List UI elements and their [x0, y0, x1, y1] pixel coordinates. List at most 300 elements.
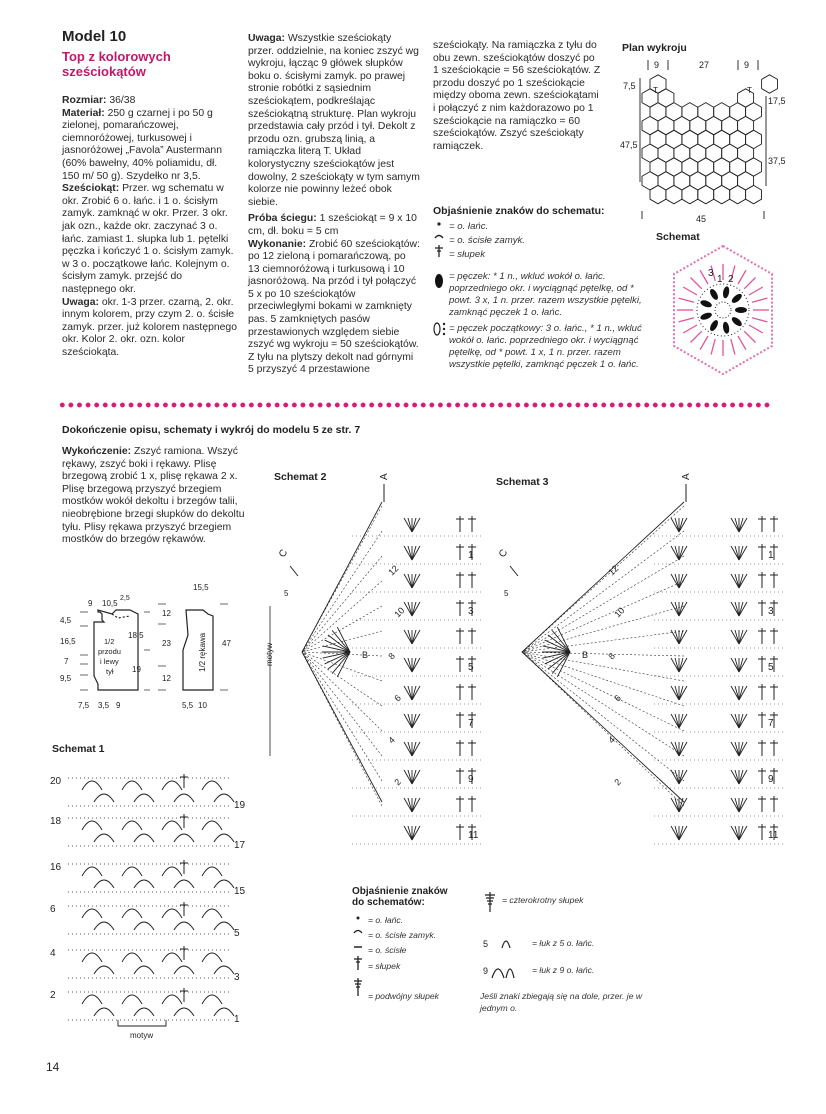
legend-bottom-item-3: = o. ścisłe	[368, 945, 407, 955]
sleeve-left-dim-1: 12	[162, 609, 171, 618]
schemat-row-number: 5	[468, 662, 474, 673]
fan-stitch	[404, 770, 412, 784]
fan-stitch	[412, 518, 416, 532]
legend-bottom-item-1: = o. łańc.	[368, 915, 404, 925]
fan-stitch	[412, 686, 420, 700]
double-crochet-icon	[354, 956, 362, 970]
cluster-mark	[722, 321, 730, 334]
fan-stitch	[731, 518, 739, 532]
legend-bottom	[352, 886, 492, 1001]
fan-stitch	[412, 798, 420, 812]
legend-top-item-5: = pęczek początkowy: 3 o. łańc., * 1 n., wkluć wokół o. łańc. poprzedniego okr. i wyciągnąć pętelkę, od * powt. 1 x, 1 n. przer. razem wszystkie pętelki, zamknąć pęczek 1 o. łańc.	[449, 323, 642, 370]
loop-label: 5	[504, 589, 509, 598]
schemat-row-number: 9	[468, 774, 474, 785]
schemat-1-motif-label: motyw	[130, 1031, 154, 1040]
cluster-mark	[730, 315, 743, 327]
fan-stitch	[675, 826, 679, 840]
fan-stitch	[735, 770, 739, 784]
pink-stitch	[691, 331, 702, 342]
fan-stitch	[735, 658, 739, 672]
hexagon-cell	[762, 75, 778, 93]
fan-stitch	[412, 630, 416, 644]
round-number-3: 3	[708, 268, 714, 279]
fan-stitch	[408, 574, 412, 588]
arc-stitch	[162, 953, 182, 962]
fan-stitch	[679, 826, 683, 840]
fan-stitch	[412, 714, 420, 728]
fan-stitch	[412, 770, 420, 784]
finishing-label: Wykończenie:	[62, 446, 132, 457]
fan-stitch	[731, 770, 739, 784]
schemat-1-row-left: 6	[50, 904, 56, 915]
round-number-1: 1	[717, 274, 723, 285]
column-1	[62, 95, 237, 359]
model-subtitle-1: Top z kolorowych	[62, 49, 171, 64]
finishing-block	[62, 446, 254, 547]
arc-stitch	[122, 781, 142, 790]
schemat-row-number: 11	[468, 830, 479, 841]
schemat-diag-number: 8	[606, 650, 617, 662]
treble-crochet-icon	[354, 978, 362, 996]
note-text: okr. 1-3 przer. czarną, 2. okr. innym kolorem, przy czym 2. o. ścisłe zamyk. przer. już kolorem następnego okr. Kolor 2. okr. ozn. kolor sześciokąta.	[62, 296, 237, 358]
fan-stitch	[408, 518, 412, 532]
fan-stitch	[679, 742, 683, 756]
cluster-mark	[708, 319, 719, 332]
fan-stitch	[412, 686, 416, 700]
schemat-row-number: 5	[768, 662, 774, 673]
hexagon-cell	[650, 185, 666, 203]
marker-a: A	[681, 473, 692, 480]
sewing-pattern	[58, 580, 248, 715]
fan-stitch	[739, 686, 747, 700]
schemat-diag-number: 10	[392, 605, 407, 620]
slip-stitch-icon	[354, 931, 362, 934]
hexagon-cell	[682, 185, 698, 203]
fan-stitch	[675, 658, 679, 672]
fan-stitch	[412, 826, 416, 840]
fan-stitch	[739, 686, 743, 700]
fan-stitch	[408, 826, 412, 840]
arc-stitch	[162, 909, 182, 918]
fan-stitch	[679, 602, 687, 616]
schemat-1-row-left: 16	[50, 862, 62, 873]
fan-stitch	[735, 742, 739, 756]
page-number: 14	[46, 1060, 60, 1074]
cluster-mark	[730, 292, 743, 304]
fan-stitch	[412, 658, 420, 672]
pink-stitch	[711, 339, 715, 354]
schemat-diag-number: 6	[392, 692, 403, 704]
cluster-mark	[735, 307, 747, 313]
pink-stitch	[683, 287, 697, 295]
plan-dim-7: 37,5	[768, 156, 786, 166]
pink-stitch	[683, 325, 697, 333]
sleeve-bottom-dim-2: 10	[198, 701, 207, 710]
schemat-diag-number: 6	[612, 692, 623, 704]
sleeve-bottom-dim-1: 5,5	[182, 701, 194, 710]
arc-stitch	[202, 909, 222, 918]
arc-stitch	[82, 781, 102, 790]
body-label-1: 1/2	[104, 637, 115, 646]
fan-stitch	[412, 546, 416, 560]
arc-stitch	[82, 867, 102, 876]
arc-stitch	[162, 821, 182, 830]
fan-stitch	[671, 714, 679, 728]
fan-stitch	[671, 658, 679, 672]
hexagon-text: Przer. wg schematu w okr. Zrobić 6 o. łańc. i 1 o. ścisłym zamyk. zamknąć w okr. Przer. 3 okr. jak ozn., każde okr. zaczynać 3 o. łańc. zamiast 1. słupka lub 1. pętelki pęczka i kończyć 1 o. ścisłym zamyk. w 3 o. początkowe łańc. Kolejnym o. ścisłym zamyk. przejść do następnego okr.	[62, 183, 234, 295]
fan-stitch	[731, 658, 739, 672]
plan-dim-5: 17,5	[768, 96, 786, 106]
fan-stitch	[735, 602, 739, 616]
marker-c: C	[497, 547, 511, 560]
arc-stitch	[82, 995, 102, 1004]
schemat-1-title: Schemat 1	[52, 743, 105, 755]
fan-stitch	[731, 742, 739, 756]
column-2	[248, 33, 420, 377]
legend-bottom-title-1: Objaśnienie znaków	[352, 886, 448, 897]
fan-stitch	[412, 770, 416, 784]
fan-stitch	[731, 798, 739, 812]
fan-stitch	[412, 518, 420, 532]
fan-stitch	[679, 686, 687, 700]
fan-stitch	[679, 770, 687, 784]
fan-stitch	[739, 798, 743, 812]
pink-stitch	[738, 336, 746, 350]
sleeve-label: 1/2 rękawa	[198, 632, 207, 672]
loop-label: 5	[284, 589, 289, 598]
fan-stitch	[675, 574, 679, 588]
body-right-dim-1: 18,5	[128, 631, 144, 640]
gauge-label: Próba ściegu:	[248, 213, 317, 225]
strap-letter-right: T	[747, 86, 752, 95]
legend-top-title: Objaśnienie znaków do schematu:	[433, 205, 605, 217]
arc-stitch	[122, 867, 142, 876]
schemat-row-number: 7	[468, 718, 474, 729]
fan-stitch	[679, 798, 687, 812]
pink-stitch	[700, 336, 708, 350]
hexagon-grid	[642, 75, 778, 204]
strap-letter-left: T	[653, 86, 658, 95]
fan-stitch	[739, 546, 743, 560]
size-label: Rozmiar:	[62, 95, 107, 106]
fan-stitch	[671, 742, 679, 756]
pink-stitch	[752, 318, 767, 322]
fan-stitch	[412, 574, 416, 588]
fan-stitch	[735, 714, 739, 728]
fan-stitch	[739, 826, 747, 840]
fan-stitch	[412, 798, 416, 812]
arc-stitch	[82, 909, 102, 918]
fan-stitch	[408, 546, 412, 560]
arc-stitch	[82, 821, 102, 830]
fan-stitch	[671, 826, 679, 840]
plan-dim-2: 27	[699, 60, 710, 70]
fan-stitch	[739, 770, 743, 784]
fan-stitch	[739, 742, 743, 756]
fan-stitch	[412, 630, 420, 644]
fan-stitch	[679, 714, 687, 728]
schemat-1-row-left: 2	[50, 990, 56, 1001]
hexagon-cell	[746, 185, 762, 203]
hexagon-cell	[714, 185, 730, 203]
schemat-1-chart	[48, 762, 253, 1047]
fan-stitch	[408, 630, 412, 644]
fan-stitch	[408, 714, 412, 728]
fan-stitch	[735, 826, 739, 840]
schemat-3-chart	[482, 466, 792, 858]
body-top-dim-3: 2,5	[120, 595, 130, 602]
arc-5-icon	[502, 941, 510, 948]
fan-stitch	[739, 826, 743, 840]
fan-stitch	[679, 574, 687, 588]
pink-stitch	[749, 287, 763, 295]
fan-stitch	[404, 546, 412, 560]
fan-stitch	[412, 826, 420, 840]
gauge-text: 1 sześciokąt = 9 x 10 cm, dł. boku = 5 cm	[248, 213, 417, 237]
arc-stitch	[162, 781, 182, 790]
fan-stitch	[675, 770, 679, 784]
fan-stitch	[739, 602, 747, 616]
fan-stitch	[675, 742, 679, 756]
fan-stitch	[404, 574, 412, 588]
fan-stitch	[679, 602, 683, 616]
fan-stitch	[671, 518, 679, 532]
fan-stitch	[412, 574, 420, 588]
schemat-row-number: 7	[768, 718, 774, 729]
fan-stitch	[735, 518, 739, 532]
note2-label: Uwaga:	[248, 33, 285, 44]
fan-stitch	[404, 518, 412, 532]
round-number-2: 2	[728, 274, 734, 285]
body-label-4: tył	[106, 667, 114, 676]
arc-stitch	[202, 995, 222, 1004]
fan-stitch	[408, 602, 412, 616]
fan-stitch	[735, 686, 739, 700]
cluster-mark	[708, 288, 719, 301]
hexagon-cell	[698, 185, 714, 203]
arc-stitch	[162, 867, 182, 876]
fan-stitch	[739, 630, 743, 644]
legend-top-item-3: = słupek	[449, 249, 485, 260]
slip-stitch-icon	[435, 236, 443, 239]
plan-dim-4: 7,5	[623, 81, 636, 91]
plan-dim-3: 9	[744, 60, 750, 70]
fan-stitch	[679, 770, 683, 784]
fan-stitch	[404, 686, 412, 700]
legend-bottom-item-5: = podwójny słupek	[368, 991, 439, 1001]
legend-right-item-1: = czterokrotny słupek	[502, 895, 584, 905]
section-2-heading: Dokończenie opisu, schematy i wykrój do modelu 5 ze str. 7	[62, 424, 361, 436]
finishing-text: Zszyć ramiona. Wszyć rękawy, zszyć boki i rękawy. Plisę brzegową zrobić 1 x, plisę rękawa 2 x. Plisę brzegową przyszyć brzegiem mostków wokół dekoltu i brzegów talii, nieobrębione brzegi słupków do dekoltu tyłu. Plisy rękawa przyszyć brzegiem mostków do brzegów rękawów.	[62, 446, 245, 546]
arc-stitch	[162, 995, 182, 1004]
fan-stitch	[739, 518, 747, 532]
note-label: Uwaga:	[62, 296, 99, 308]
fan-stitch	[675, 798, 679, 812]
pink-stitch	[691, 278, 702, 289]
fan-stitch	[404, 630, 412, 644]
marker-a: A	[379, 473, 390, 480]
fan-stitch	[739, 742, 747, 756]
fan-stitch	[739, 546, 747, 560]
fan-stitch	[735, 630, 739, 644]
fan-stitch	[675, 630, 679, 644]
arc-stitch	[122, 953, 142, 962]
dotted-divider	[58, 402, 772, 408]
legend-top-item-1: = o. łańc.	[449, 221, 489, 232]
pink-stitch	[749, 325, 763, 333]
legend-top-item-2: = o. ścisłe zamyk.	[449, 235, 525, 246]
schemat-diag-number: 4	[606, 734, 617, 746]
fan-stitch	[739, 798, 747, 812]
body-left-dim-3: 7	[64, 657, 69, 666]
fan-stitch	[675, 714, 679, 728]
body-bottom-dim-2: 3,5	[98, 701, 110, 710]
schemat-1-row-right: 5	[234, 928, 240, 939]
plan-dim-8: 45	[696, 214, 707, 224]
pink-stitch	[744, 278, 755, 289]
chain-dot-icon	[437, 222, 440, 225]
marker-b: B	[362, 650, 369, 660]
fan-stitch	[404, 658, 412, 672]
chain-dot-icon	[357, 917, 360, 920]
schemat-row-number: 11	[768, 830, 779, 841]
schemat-2-title: Schemat 2	[274, 471, 327, 483]
fan-stitch	[735, 798, 739, 812]
hexagon-label: Sześciokąt:	[62, 183, 120, 195]
schemat-1-row-left: 18	[50, 816, 62, 827]
fan-stitch	[679, 658, 687, 672]
schemat-3-title: Schemat 3	[496, 476, 549, 488]
loop-5-label: 5	[483, 939, 489, 949]
schemat-2-chart	[262, 466, 487, 858]
body-left-dim-2: 16,5	[60, 637, 76, 646]
fan-stitch	[412, 546, 420, 560]
fan-stitch	[408, 798, 412, 812]
schemat-row-number: 3	[768, 606, 774, 617]
fan-stitch	[679, 658, 683, 672]
fan-stitch	[739, 602, 743, 616]
schemat-diag-number: 4	[386, 734, 397, 746]
legend-note: Jeśli znaki zbiegają się na dole, przer. je w jednym o.	[480, 991, 643, 1013]
motif-label: motyw	[265, 642, 274, 666]
fan-stitch	[671, 602, 679, 616]
schemat-1-row-left: 4	[50, 948, 56, 959]
size-value: 36/38	[109, 95, 136, 106]
schemat-label: Schemat	[656, 231, 700, 243]
arc-stitch	[82, 953, 102, 962]
arc-stitch	[202, 867, 222, 876]
sleeve-top-dim: 15,5	[193, 583, 209, 592]
fan-stitch	[412, 658, 416, 672]
fan-stitch	[412, 714, 416, 728]
cluster-mark	[699, 299, 712, 309]
fan-stitch	[679, 630, 687, 644]
fan-stitch	[675, 546, 679, 560]
schemat-1-row-right: 17	[234, 840, 246, 851]
sleeve-right-dim: 47	[222, 639, 231, 648]
body-bottom-dim-3: 9	[116, 701, 121, 710]
fan-stitch	[404, 826, 412, 840]
model-header	[62, 28, 237, 79]
fan-stitch	[675, 686, 679, 700]
double-crochet-icon	[435, 245, 443, 257]
schemat-diag-number: 12	[606, 563, 621, 578]
legend-top-item-4: = pęczek: * 1 n., wkluć wokół o. łańc. poprzedniego okr. i wyciągnąć pętelkę, od * powt. 3 x, 1 n. przer. razem wszystkie pętelki, zamknąć pęczek 1 o. łańc.	[449, 271, 642, 318]
fan-stitch	[404, 798, 412, 812]
plan-diagram	[612, 56, 792, 231]
fan-stitch	[731, 602, 739, 616]
fan-stitch	[735, 574, 739, 588]
fan-stitch	[412, 742, 416, 756]
fan-stitch	[671, 686, 679, 700]
fan-stitch	[731, 630, 739, 644]
cluster-icon	[435, 274, 443, 288]
body-label-2: przodu	[98, 647, 121, 656]
legend-right-item-3: = łuk z 9 o. łańc.	[532, 965, 595, 975]
fan-stitch	[731, 686, 739, 700]
fan-stitch	[731, 546, 739, 560]
hexagon-cell	[730, 185, 746, 203]
pink-stitch	[679, 298, 694, 302]
arc-stitch	[202, 781, 222, 790]
schemat-diag-number: 12	[386, 563, 401, 578]
fan-stitch	[679, 714, 683, 728]
fan-stitch	[731, 714, 739, 728]
fan-stitch	[739, 574, 743, 588]
fan-stitch	[739, 714, 743, 728]
marker-c: C	[277, 547, 291, 560]
note2-text: Wszystkie sześciokąty przer. oddzielnie, na koniec zszyć wg wykroju, łącząc 9 główek słupków boku o. ścisłymi zamyk. po prawej stronie robótki z sąsiednim sześciokątem, podkreślając sześciokątną strukturę. Plan wykroju przedstawia cały przód i tył. Dekolt z przodu ozn. grubszą linią, a ramiączka literą T. Układ kolorystyczny sześciokątów jest dowolny, 2 sześciokąty w tym samym kolorze nie powinny leżeć obok siebie.	[248, 33, 420, 208]
fan-stitch	[735, 546, 739, 560]
fan-stitch	[679, 826, 687, 840]
quadruple-crochet-icon	[485, 892, 495, 912]
body-bottom-dim-1: 7,5	[78, 701, 90, 710]
fan-stitch	[412, 742, 420, 756]
fan-stitch	[408, 658, 412, 672]
fan-stitch	[408, 742, 412, 756]
legend-right-item-2: = łuk z 5 o. łańc.	[532, 938, 595, 948]
schemat-1-row-right: 15	[234, 886, 246, 897]
schemat-diag-number: 10	[612, 605, 627, 620]
fan-stitch	[731, 826, 739, 840]
loop-9-label: 9	[483, 966, 489, 976]
fan-stitch	[739, 574, 747, 588]
column-3-text: sześciokąty. Na ramiączka z tyłu do obu zewn. sześciokątów doszyć po 1 sześciokącie = 56 sześciokątów. Z przodu doszyć po 1 sześciokącie między oboma zewn. sześciokątami i połączyć z nim każdorazowo po 1 sześciokącie na ramiączko = 60 sześciokątów. Zszyć sześciokąty ramiączek.	[433, 40, 601, 152]
hexagon-cell	[666, 185, 682, 203]
fan-stitch	[679, 518, 683, 532]
fan-stitch	[679, 574, 683, 588]
schemat-1-row-right: 19	[234, 800, 246, 811]
cluster-mark	[722, 286, 730, 299]
fan-stitch	[404, 742, 412, 756]
schemat-1-row-right: 1	[234, 1014, 240, 1025]
making-label: Wykonanie:	[248, 238, 307, 250]
start-cluster-icon	[434, 323, 440, 335]
arc-stitch	[202, 953, 222, 962]
schemat-row-number: 1	[468, 550, 474, 561]
sleeve-left-dim-2: 23	[162, 639, 171, 648]
marker-b: B	[582, 650, 589, 660]
material-label: Materiał:	[62, 107, 105, 119]
fan-stitch	[679, 546, 687, 560]
fan-stitch	[739, 658, 747, 672]
fan-stitch	[412, 602, 416, 616]
fan-stitch	[675, 602, 679, 616]
fan-stitch	[679, 630, 683, 644]
fan-stitch	[671, 546, 679, 560]
fan-stitch	[408, 770, 412, 784]
fan-stitch	[404, 602, 412, 616]
